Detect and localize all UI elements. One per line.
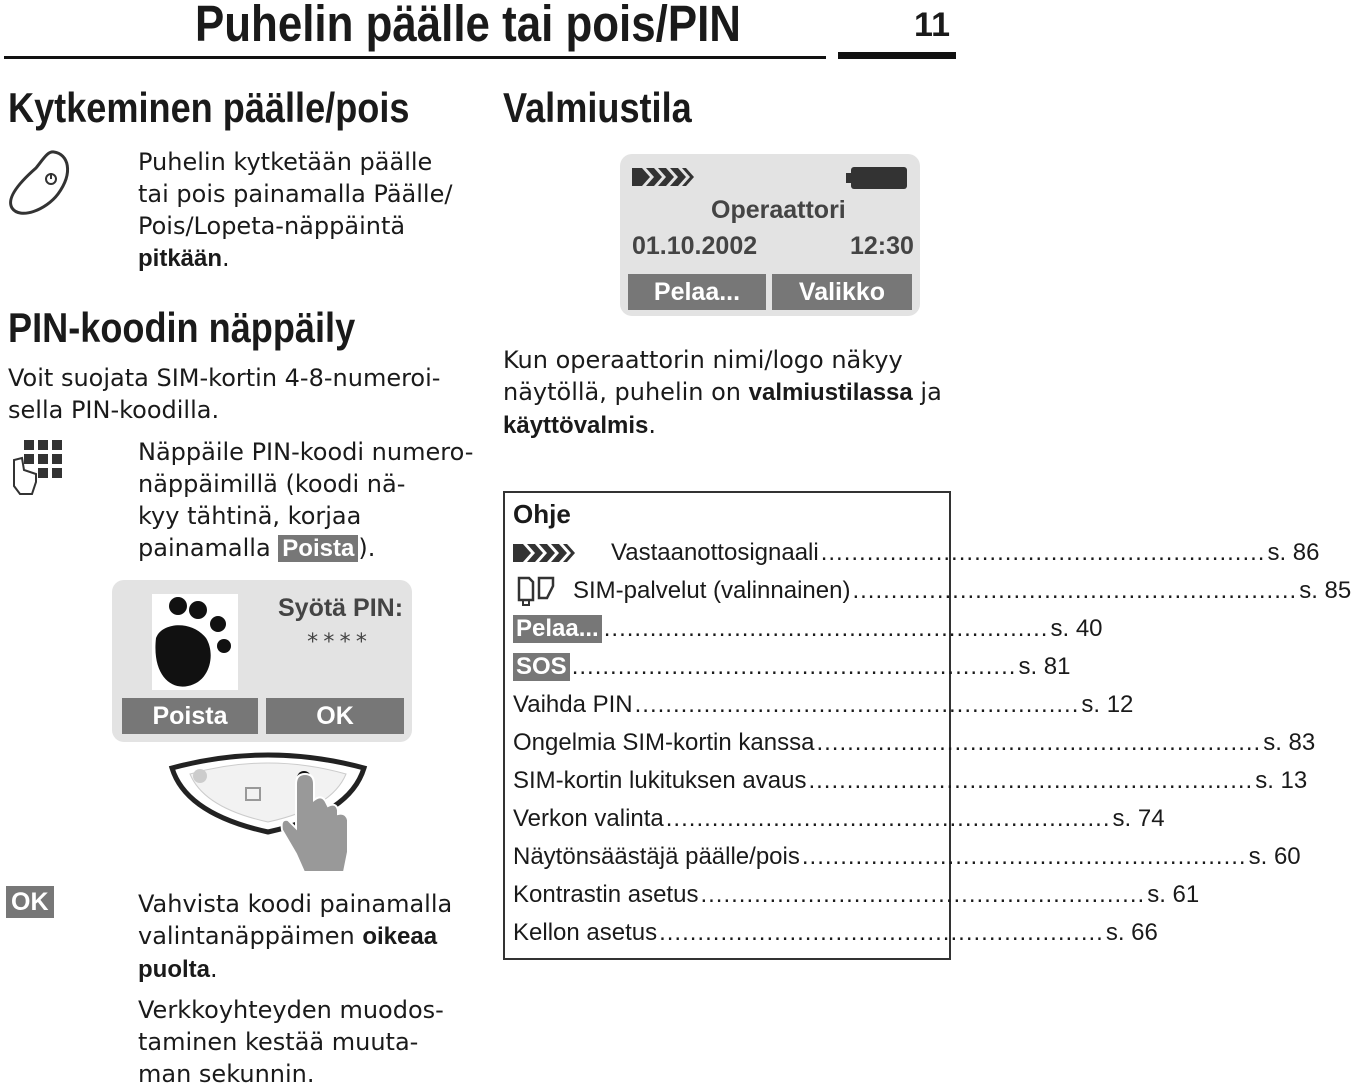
- confirm-text: Vahvista koodi painamalla valintanäppäimen oikeaa puolta.: [138, 890, 453, 983]
- paw-logo-icon: [152, 594, 238, 690]
- header-rule: [4, 56, 826, 59]
- battery-icon: [846, 166, 908, 190]
- softkey-valikko[interactable]: Valikko: [772, 274, 912, 310]
- softkey-ok[interactable]: OK: [266, 698, 404, 734]
- pin-stars: ****: [306, 630, 371, 655]
- network-text: Verkkoyhteyden muodos- taminen kestää muuta- man sekunnin.: [138, 996, 444, 1088]
- help-row[interactable]: Vaihda PIN .......................................................... s. 12: [513, 691, 1134, 718]
- pin-prompt: Syötä PIN:: [278, 594, 404, 622]
- help-row[interactable]: SIM-palvelut (valinnainen) .......................................................... s. 85: [513, 573, 939, 609]
- screen-time: 12:30: [850, 232, 914, 260]
- signal-strength-icon: [632, 166, 694, 188]
- help-row[interactable]: Pelaa... .......................................................... s. 40: [513, 611, 939, 647]
- softkey-pelaa[interactable]: Pelaa...: [628, 274, 766, 310]
- help-row[interactable]: Näytönsäästäjä päälle/pois .......................................................... s. 60: [513, 843, 1301, 870]
- keypad-icon: [6, 438, 62, 496]
- help-row[interactable]: Kellon asetus .......................................................... s. 66: [513, 919, 1158, 946]
- help-title: Ohje: [513, 499, 571, 529]
- page-number: 11: [914, 6, 950, 44]
- sim-services-icon: [513, 576, 561, 606]
- screen-date: 01.10.2002: [632, 232, 758, 260]
- help-row[interactable]: Vastaanottosignaali .......................................................... s. 86: [513, 535, 939, 571]
- poista-key: Poista: [278, 535, 358, 562]
- ok-key: OK: [6, 886, 54, 918]
- help-row[interactable]: Ongelmia SIM-kortin kanssa .......................................................... s. 83: [513, 729, 1316, 756]
- operator-name: Operaattori: [711, 196, 846, 224]
- pin-steps: Näppäile PIN-koodi numero- näppäimillä (koodi nä- kyy tähtinä, korjaa painamalla Poista ).: [138, 438, 474, 562]
- help-row[interactable]: SOS .......................................................... s. 81: [513, 649, 939, 685]
- heading-idle: Valmiustila: [503, 84, 692, 131]
- power-key-icon: [6, 146, 72, 220]
- onoff-text: Puhelin kytketään päälle tai pois painamalla Päälle/ Pois/Lopeta-näppäintä pitkään.: [138, 148, 453, 272]
- navigation-key-icon: [168, 748, 368, 874]
- heading-pin: PIN-koodin näppäily: [8, 304, 356, 351]
- header-rule-thick: [838, 52, 956, 59]
- heading-onoff: Kytkeminen päälle/pois: [8, 84, 410, 131]
- help-box: [503, 491, 1351, 960]
- page-title: Puhelin päälle tai pois/PIN: [195, 0, 741, 52]
- pin-intro: Voit suojata SIM-kortin 4-8-numeroi- sella PIN-koodilla.: [8, 364, 441, 424]
- help-row[interactable]: SIM-kortin lukituksen avaus .......................................................... s. 13: [513, 767, 1308, 794]
- signal-strength-icon: [513, 542, 581, 564]
- help-row[interactable]: Kontrastin asetus .......................................................... s. 61: [513, 881, 1200, 908]
- idle-text: Kun operaattorin nimi/logo näkyy näytöllä, puhelin on valmiustilassa ja käyttövalmis.: [503, 346, 942, 439]
- softkey-poista[interactable]: Poista: [122, 698, 258, 734]
- help-row[interactable]: Verkon valinta .......................................................... s. 74: [513, 805, 1165, 832]
